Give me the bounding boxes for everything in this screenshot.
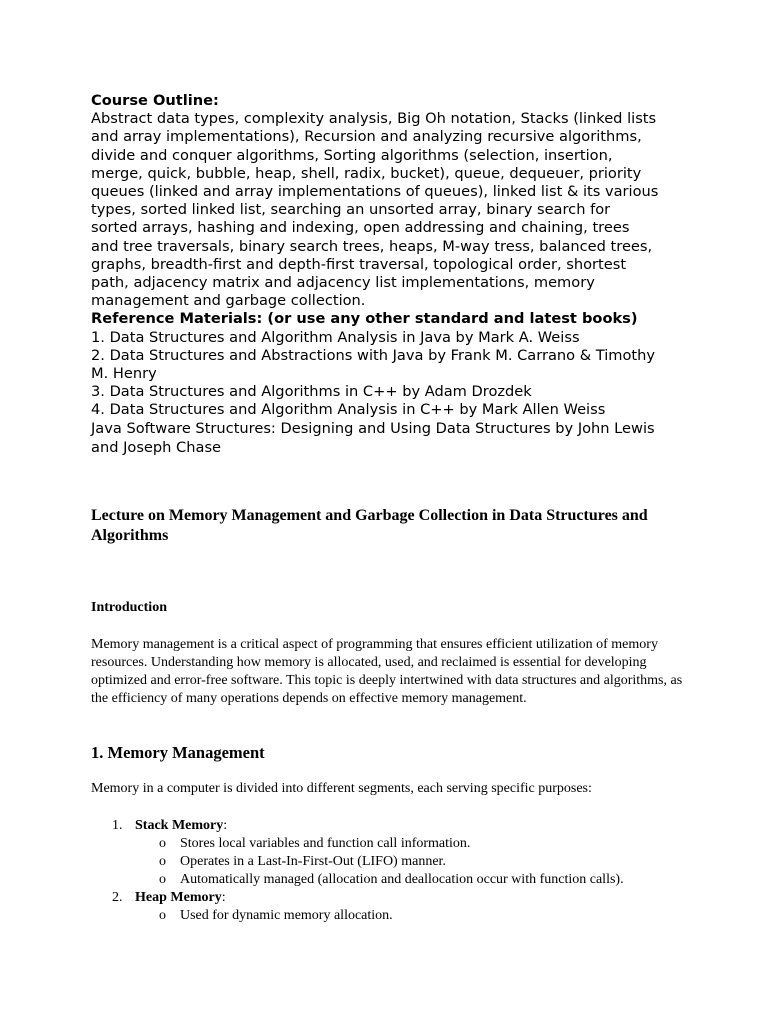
outline-line: graphs, breadth-first and depth-first traversal, topological order, shortest	[91, 255, 627, 273]
term-colon: :	[223, 818, 228, 833]
memory-segments-paragraph: Memory in a computer is divided into different segments, each serving specific purposes:	[91, 781, 592, 796]
bullet-marker: o	[159, 872, 166, 887]
list-item-heap-memory	[91, 889, 731, 907]
outline-line: divide and conquer algorithms, Sorting algorithms (selection, insertion,	[91, 146, 613, 164]
sub-list-item	[91, 907, 731, 925]
introduction-paragraph: Memory management is a critical aspect of programming that ensures efficient utilization of memory resources. Understanding how memory is allocated, used, and reclaimed is essential for developing optimized and error-free software. This topic is deeply intertwined with data structures and algorithms, as the efficiency of many operations depends on effective memory management.	[91, 637, 683, 706]
introduction-heading: Introduction	[91, 600, 167, 615]
lecture-title: Lecture on Memory Management and Garbage Collection in Data Structures and Algorithms	[91, 507, 648, 544]
heap-memory-term: Heap Memory	[135, 890, 222, 905]
list-item-stack-memory	[91, 817, 731, 835]
outline-line: and array implementations), Recursion and analyzing recursive algorithms,	[91, 128, 642, 146]
reference-line: 2. Data Structures and Abstractions with Java by Frank M. Carrano & Timothy	[91, 346, 656, 364]
term-colon: :	[221, 890, 226, 905]
outline-line: sorted arrays, hashing and indexing, open addressing and chaining, trees	[91, 219, 630, 237]
outline-line: merge, quick, bubble, heap, shell, radix, bucket), queue, dequeuer, priority	[91, 164, 642, 182]
reference-line: and Joseph Chase	[91, 438, 222, 456]
reference-line: 4. Data Structures and Algorithm Analysis in C++ by Mark Allen Weiss	[91, 401, 606, 419]
course-outline-section	[91, 92, 701, 457]
sub-list-item	[91, 835, 731, 853]
reference-line: Java Software Structures: Designing and Using Data Structures by John Lewis	[91, 419, 655, 437]
bullet-marker: o	[159, 854, 166, 869]
outline-line: management and garbage collection.	[91, 292, 366, 310]
outline-line: path, adjacency matrix and adjacency list implementations, memory	[91, 274, 595, 292]
memory-types-list	[91, 817, 731, 925]
course-outline-heading: Course Outline:	[91, 92, 219, 109]
outline-line: queues (linked and array implementations of queues), linked list & its various	[91, 183, 659, 201]
sub-item-text: Operates in a Last-In-First-Out (LIFO) manner.	[180, 854, 446, 869]
sub-list-item	[91, 853, 731, 871]
sub-list-item	[91, 871, 731, 889]
sub-item-text: Used for dynamic memory allocation.	[180, 908, 393, 923]
stack-memory-term: Stack Memory	[135, 818, 224, 833]
list-number: 1.	[112, 818, 123, 833]
sub-item-text: Stores local variables and function call information.	[180, 836, 471, 851]
memory-management-heading: 1. Memory Management	[91, 743, 265, 762]
list-number: 2.	[112, 890, 123, 905]
sub-item-text: Automatically managed (allocation and deallocation occur with function calls).	[180, 872, 624, 887]
bullet-marker: o	[159, 836, 166, 851]
reference-materials-heading: Reference Materials: (or use any other standard and latest books)	[91, 310, 638, 328]
reference-line: 3. Data Structures and Algorithms in C++ by Adam Drozdek	[91, 383, 532, 401]
reference-line: M. Henry	[91, 365, 157, 383]
reference-line: 1. Data Structures and Algorithm Analysis in Java by Mark A. Weiss	[91, 328, 580, 346]
bullet-marker: o	[159, 908, 166, 923]
outline-line: Abstract data types, complexity analysis, Big Oh notation, Stacks (linked lists	[91, 110, 657, 128]
outline-line: types, sorted linked list, searching an unsorted array, binary search for	[91, 201, 611, 219]
outline-line: and tree traversals, binary search trees, heaps, M-way tress, balanced trees,	[91, 237, 653, 255]
